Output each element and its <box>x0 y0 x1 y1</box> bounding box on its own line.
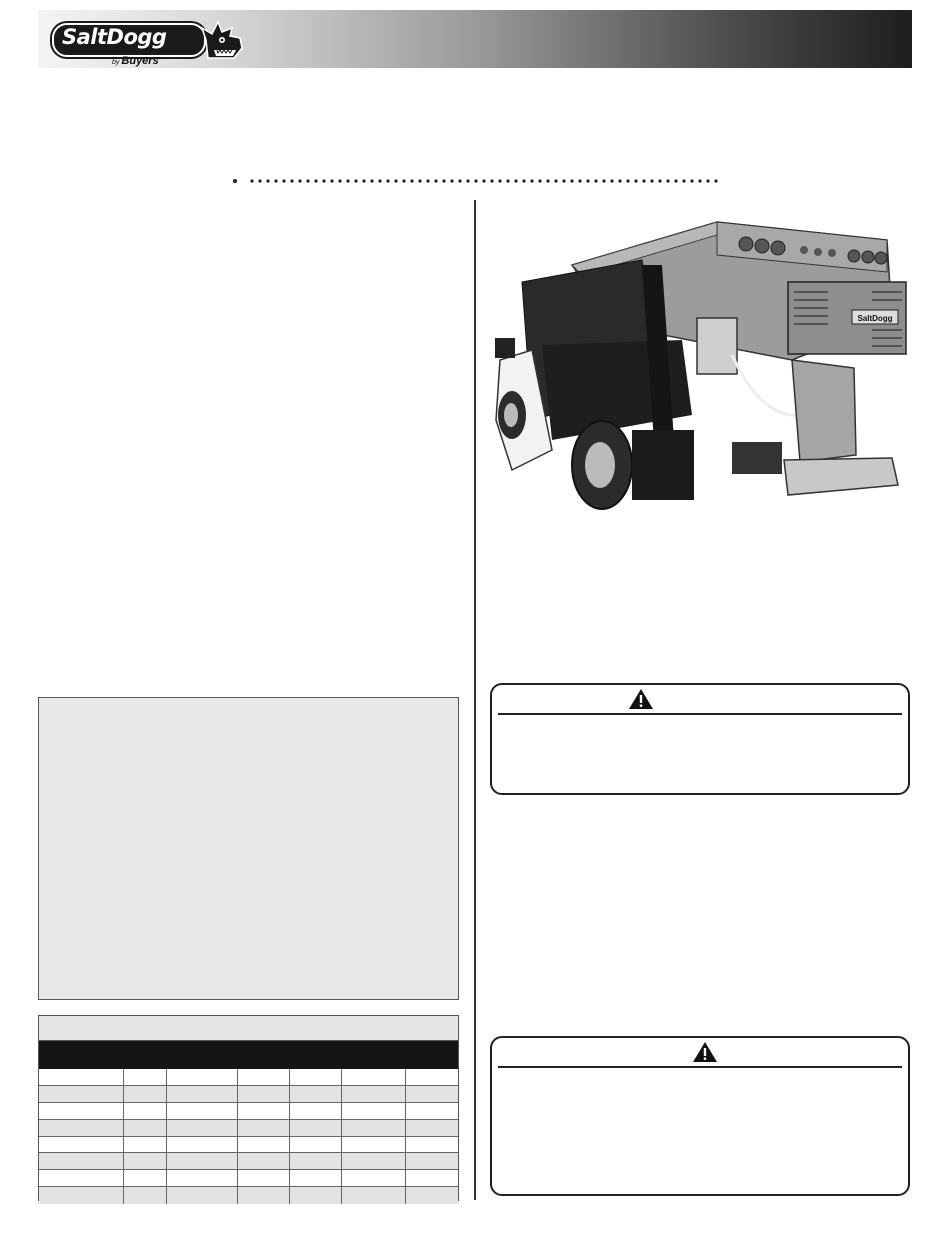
table-row <box>39 1137 458 1154</box>
table-row <box>39 1187 458 1204</box>
logo-sub-text <box>112 55 159 67</box>
spec-table-title-row <box>39 1016 458 1041</box>
table-row <box>39 1103 458 1120</box>
table-row <box>39 1120 458 1137</box>
warning-box <box>490 1036 910 1196</box>
warning-header <box>498 685 902 715</box>
photo-brand-label: SaltDogg <box>857 314 893 323</box>
spec-table <box>38 1015 459 1201</box>
logo-buyers-text: Buyers <box>121 55 159 67</box>
table-row <box>39 1153 458 1170</box>
header-bar <box>38 10 912 68</box>
spec-table-header-row <box>39 1041 458 1069</box>
spreader-truck-photo <box>492 210 912 515</box>
table-row <box>39 1086 458 1103</box>
table-row <box>39 1170 458 1187</box>
warning-triangle-icon <box>628 688 654 710</box>
table-row <box>39 1069 458 1086</box>
warning-header <box>498 1038 902 1068</box>
dog-mascot-icon <box>200 18 246 64</box>
column-divider <box>474 200 476 1200</box>
saltdogg-logo <box>52 18 252 67</box>
info-panel <box>38 697 459 1000</box>
logo-by-text: by <box>112 59 120 66</box>
logo-brand-text: SaltDogg <box>62 25 167 49</box>
dotted-divider <box>232 178 722 184</box>
warning-box <box>490 683 910 795</box>
warning-triangle-icon <box>692 1041 718 1063</box>
